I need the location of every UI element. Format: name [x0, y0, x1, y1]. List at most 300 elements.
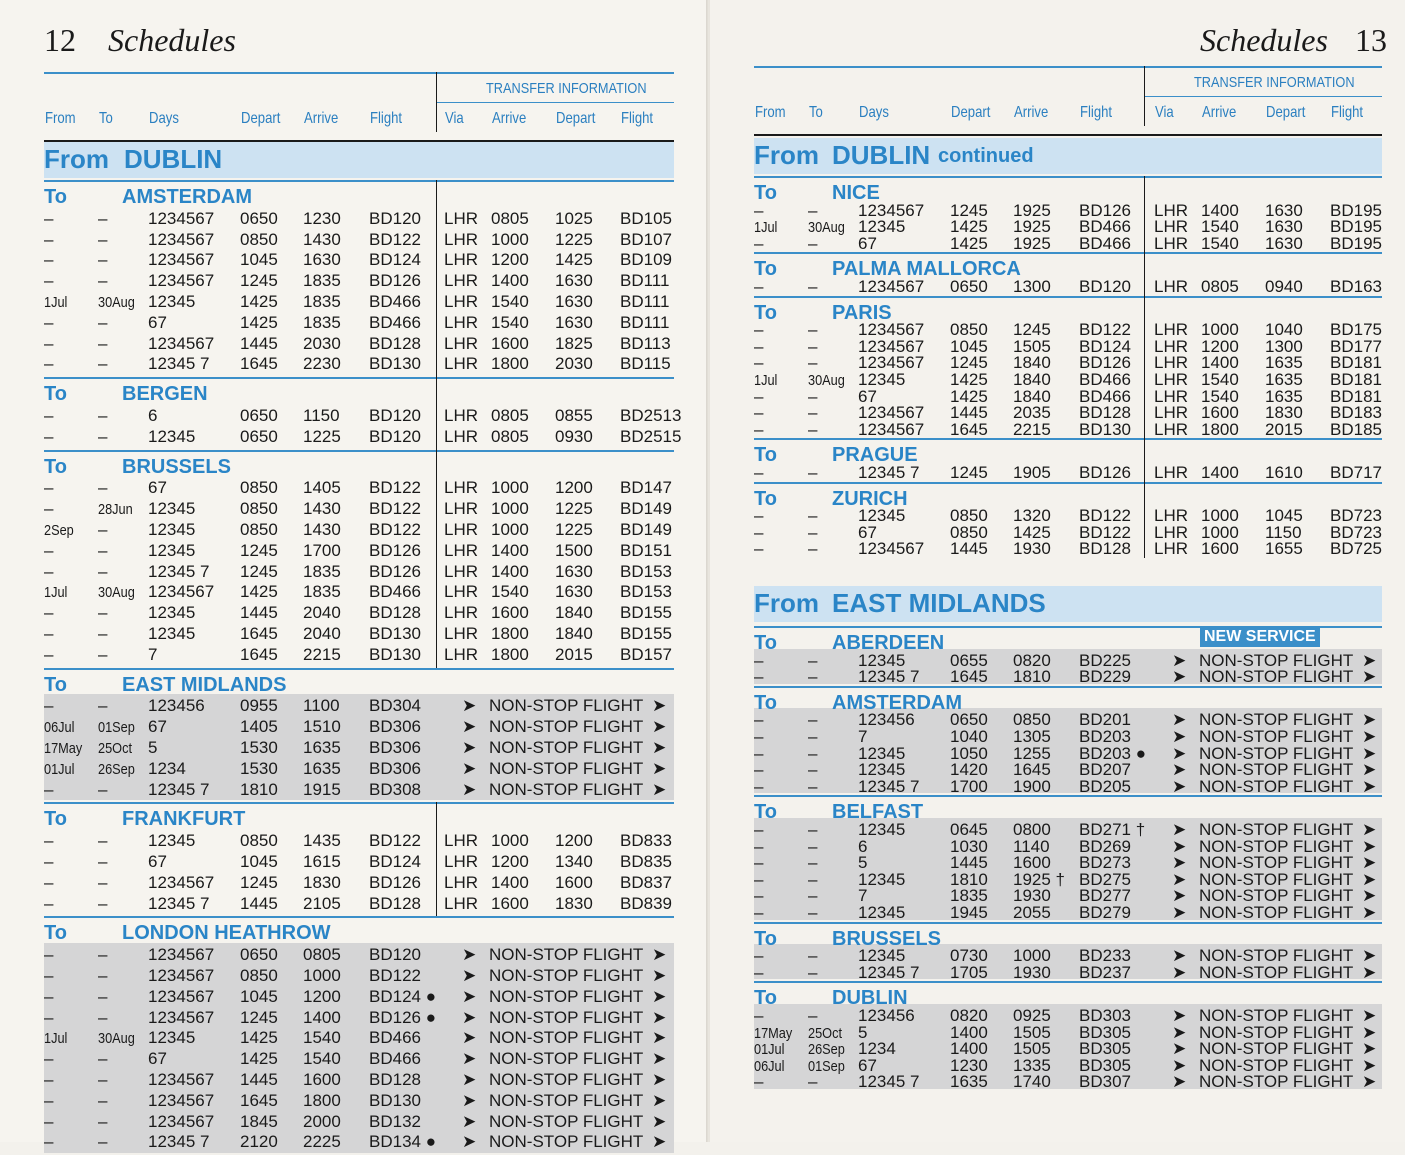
cell-3: 0645: [950, 819, 988, 839]
cell-7: NON-STOP FLIGHT: [489, 1028, 644, 1048]
cell-2: 67: [148, 717, 167, 737]
header-top-rule: [44, 72, 674, 74]
section-palma-mallorca: [754, 252, 1382, 295]
cell-2: 12345: [858, 869, 906, 889]
flight-row: [754, 387, 1382, 404]
cell-9: BD183: [1330, 403, 1382, 423]
cell-8: 1425: [555, 250, 593, 270]
cell-3: 1835: [950, 886, 988, 906]
cell-9: BD147: [620, 478, 672, 498]
flight-row: [44, 831, 674, 852]
cell-1: –: [808, 869, 818, 889]
cell-1: –: [98, 1007, 108, 1027]
cell-3: 0850: [240, 229, 278, 249]
section-aberdeen: [754, 626, 1382, 686]
cell-6: ➤: [462, 1090, 477, 1110]
cell-3: 0850: [240, 499, 278, 519]
cell-4: 1540: [303, 1028, 341, 1048]
cell-7: NON-STOP FLIGHT: [1199, 776, 1354, 796]
cell-1: –: [98, 1090, 108, 1110]
cell-5: BD120: [369, 208, 421, 228]
cell-9: BD839: [620, 893, 672, 913]
cell-9: BD111: [620, 292, 670, 311]
cell-8: 1630: [1265, 233, 1303, 253]
cell-3: 1040: [950, 726, 988, 746]
cell-7: NON-STOP FLIGHT: [489, 1049, 644, 1069]
cell-8: 1045: [1265, 506, 1303, 526]
cell-5: BD126: [1079, 462, 1131, 482]
new-service-badge: NEW SERVICE: [1200, 627, 1320, 647]
flight-row: [44, 738, 674, 759]
destination-name: AMSTERDAM: [122, 186, 252, 208]
flight-row: [44, 894, 674, 915]
page-title: Schedules: [1200, 22, 1328, 58]
cell-7: 1800: [1201, 419, 1239, 439]
cell-4: 1255: [1013, 743, 1051, 763]
cell-5: BD122: [1079, 506, 1131, 526]
cell-2: 1234567: [148, 945, 215, 965]
flight-row: [754, 820, 1382, 837]
cell-0: –: [44, 229, 54, 249]
cell-3: 1445: [950, 853, 988, 873]
cell-6: LHR: [444, 561, 479, 581]
from-city: EAST MIDLANDS: [832, 588, 1046, 618]
to-label: To: [44, 186, 67, 208]
cell-2: 12345 7: [858, 1072, 920, 1092]
cell-9: BD155: [620, 603, 672, 623]
cell-3: 0820: [950, 1005, 988, 1025]
cell-6: LHR: [444, 644, 479, 664]
cell-9: BD177: [1330, 336, 1382, 356]
cell-0: –: [44, 499, 54, 519]
cell-7: 1000: [491, 519, 529, 539]
cell-1: –: [808, 522, 818, 542]
cell-3: 1445: [950, 539, 988, 559]
cell-8: 1150: [1265, 522, 1302, 542]
destination-name: AMSTERDAM: [832, 691, 962, 714]
flight-row: [44, 1070, 674, 1091]
flight-row: [754, 837, 1382, 854]
cell-0: –: [44, 478, 54, 498]
cell-1: –: [808, 853, 818, 873]
cell-4: 1900: [1013, 776, 1051, 796]
cell-9: BD175: [1330, 320, 1382, 340]
cell-9: BD835: [620, 851, 672, 871]
cell-1: 25Oct: [98, 739, 133, 757]
cell-7: NON-STOP FLIGHT: [1199, 853, 1354, 873]
cell-8: ➤: [652, 1028, 667, 1048]
cell-6: LHR: [444, 208, 479, 228]
cell-3: 0850: [240, 478, 278, 498]
cell-6: ➤: [462, 717, 477, 737]
cell-7: NON-STOP FLIGHT: [1199, 743, 1354, 763]
cell-8: 0855: [555, 405, 593, 425]
cell-1: –: [98, 603, 108, 623]
cell-7: NON-STOP FLIGHT: [489, 1132, 644, 1152]
cell-4: 1635: [303, 737, 341, 757]
cell-9: BD833: [620, 831, 672, 851]
cell-2: 12345: [148, 1028, 196, 1048]
cell-7: 1200: [491, 851, 529, 871]
cell-8: 1300: [1265, 336, 1303, 356]
cell-1: –: [808, 650, 818, 670]
cell-7: NON-STOP FLIGHT: [489, 965, 644, 985]
cell-5: BD122: [1079, 522, 1131, 542]
cell-8: ➤: [652, 1090, 667, 1110]
cell-7: NON-STOP FLIGHT: [489, 986, 644, 1006]
cell-6: LHR: [444, 426, 479, 446]
cell-4: 1140: [1013, 836, 1050, 856]
cell-2: 67: [858, 522, 877, 542]
cell-6: ➤: [462, 1049, 477, 1069]
cell-3: 1425: [950, 217, 988, 237]
cell-8: 2030: [555, 354, 593, 374]
cell-2: 7: [858, 886, 868, 906]
cell-1: 28Jun: [98, 501, 133, 519]
cell-7: NON-STOP FLIGHT: [489, 758, 644, 778]
cell-6: ➤: [1172, 1072, 1187, 1092]
cell-8: 1630: [555, 271, 593, 291]
cell-1: 26Sep: [808, 1041, 845, 1059]
flight-row: [44, 1112, 674, 1133]
section-rule: [44, 377, 674, 379]
cell-8: ➤: [1362, 726, 1377, 746]
cell-5: BD466: [369, 1028, 421, 1048]
flight-row: [44, 354, 674, 375]
cell-1: –: [98, 540, 108, 560]
flight-row: [754, 463, 1382, 480]
page-number: 12: [44, 22, 76, 58]
cell-7: 1540: [1201, 386, 1239, 406]
cell-2: 12345: [148, 519, 196, 539]
cell-3: 0650: [950, 276, 988, 296]
cell-6: LHR: [444, 312, 479, 332]
destination-name: PALMA MALLORCA: [832, 258, 1021, 281]
flight-row: [44, 1008, 674, 1029]
cell-3: 1050: [950, 743, 988, 763]
cell-0: –: [754, 869, 764, 889]
cell-8: ➤: [652, 696, 667, 716]
cell-8: 1500: [555, 540, 593, 560]
cell-8: ➤: [652, 1007, 667, 1027]
cell-0: 1Jul: [44, 1030, 68, 1048]
cell-6: ➤: [1172, 1039, 1187, 1059]
cell-6: LHR: [444, 478, 479, 498]
cell-2: 123456: [858, 710, 915, 730]
column-header-depart: Depart: [556, 110, 596, 127]
from-city: DUBLIN: [832, 140, 931, 170]
cell-7: 1000: [1201, 522, 1239, 542]
cell-8: 1025: [555, 208, 593, 228]
cell-7: 1000: [491, 478, 529, 498]
section-rule: [754, 795, 1382, 797]
section-rule: [754, 176, 1382, 178]
cell-4: 2030: [303, 333, 341, 353]
cell-4: 2105: [303, 893, 341, 913]
cell-0: –: [44, 986, 54, 1006]
cell-4: 2040: [303, 623, 341, 643]
cell-5: BD205: [1079, 776, 1131, 796]
cell-0: –: [754, 506, 764, 526]
cell-5: BD201: [1079, 710, 1131, 730]
cell-9: BD185: [1330, 419, 1382, 439]
right-page: [710, 0, 1405, 1142]
to-label: To: [754, 444, 777, 467]
cell-5: BD269: [1079, 836, 1131, 856]
cell-6: LHR: [1154, 462, 1189, 482]
cell-7: NON-STOP FLIGHT: [1199, 726, 1354, 746]
cell-2: 1234567: [858, 320, 925, 340]
cell-0: –: [754, 403, 764, 423]
cell-1: –: [98, 696, 108, 716]
to-label: To: [44, 808, 67, 831]
destination-name: NICE: [832, 182, 880, 204]
cell-3: 1645: [950, 667, 988, 687]
flight-row: [44, 334, 674, 355]
cell-6: LHR: [444, 519, 479, 539]
cell-7: 1540: [1201, 369, 1239, 389]
cell-7: NON-STOP FLIGHT: [1199, 836, 1354, 856]
cell-9: BD155: [620, 623, 672, 643]
cell-4: 1100: [303, 696, 340, 716]
cell-3: 1645: [240, 354, 278, 374]
cell-4: 1635: [303, 758, 341, 778]
from-label: From: [44, 144, 109, 174]
cell-3: 0655: [950, 650, 988, 670]
cell-2: 12345 7: [148, 354, 210, 374]
cell-5: BD126: [369, 561, 421, 581]
cell-3: 1245: [240, 540, 278, 560]
cell-9: BD107: [620, 229, 672, 249]
cell-0: –: [44, 603, 54, 623]
cell-6: ➤: [1172, 726, 1187, 746]
cell-5: BD130: [1079, 419, 1131, 439]
cell-5: BD124: [1079, 336, 1131, 356]
cell-1: –: [808, 726, 818, 746]
cell-2: 12345: [858, 650, 906, 670]
section-rule: [754, 296, 1382, 298]
cell-5: BD307: [1079, 1072, 1131, 1092]
cell-6: ➤: [1172, 1055, 1187, 1075]
cell-3: 1045: [950, 336, 988, 356]
cell-3: 2120: [240, 1132, 278, 1152]
cell-7: NON-STOP FLIGHT: [489, 1069, 644, 1089]
cell-6: ➤: [462, 965, 477, 985]
cell-2: 5: [858, 1022, 868, 1042]
cell-7: NON-STOP FLIGHT: [1199, 869, 1354, 889]
destination-name: ABERDEEN: [832, 632, 945, 654]
cell-3: 0850: [950, 522, 988, 542]
cell-5: BD128: [369, 333, 421, 353]
cell-4: 1430: [303, 499, 341, 519]
cell-6: ➤: [462, 945, 477, 965]
cell-1: –: [98, 779, 108, 799]
section-rule: [754, 482, 1382, 484]
cell-0: 06Jul: [754, 1057, 785, 1075]
cell-6: LHR: [1154, 369, 1189, 389]
from-band-east-midlands: [754, 586, 1382, 622]
cell-3: 1245: [950, 462, 988, 482]
cell-1: –: [808, 403, 818, 423]
cell-0: –: [754, 1005, 764, 1025]
cell-1: –: [808, 200, 818, 220]
cell-1: –: [808, 886, 818, 906]
cell-5: BD120: [1079, 276, 1131, 296]
flight-row: [44, 562, 674, 583]
cell-2: 1234567: [148, 872, 215, 892]
cell-1: –: [98, 312, 108, 332]
cell-3: 1445: [240, 1069, 278, 1089]
flight-row: [754, 234, 1382, 251]
flight-row: [44, 1132, 674, 1153]
flight-row: [754, 320, 1382, 340]
cell-6: ➤: [462, 737, 477, 757]
cell-1: –: [98, 426, 108, 446]
cell-6: ➤: [1172, 776, 1187, 796]
from-band-dublin: [44, 142, 674, 178]
cell-1: –: [808, 836, 818, 856]
cell-2: 1234: [148, 758, 186, 778]
cell-5: BD305: [1079, 1022, 1131, 1042]
cell-3: 0650: [950, 710, 988, 730]
cell-0: –: [44, 1090, 54, 1110]
cell-5: BD304: [369, 696, 421, 716]
cell-0: –: [44, 623, 54, 643]
cell-1: –: [98, 1111, 108, 1131]
cell-0: –: [754, 743, 764, 763]
cell-6: ➤: [462, 779, 477, 799]
flight-row: [44, 250, 674, 271]
cell-1: –: [98, 965, 108, 985]
cell-2: 12345: [858, 743, 906, 763]
cell-0: –: [754, 946, 764, 966]
flight-row: [754, 1039, 1382, 1059]
cell-0: –: [754, 902, 764, 922]
column-header-arrive: Arrive: [1202, 104, 1237, 121]
cell-6: ➤: [1172, 946, 1187, 966]
cell-5: BD126 ●: [369, 1007, 436, 1027]
cell-9: BD181: [1330, 386, 1382, 406]
cell-0: –: [754, 962, 764, 982]
from-city: DUBLIN: [124, 144, 223, 174]
cell-3: 0850: [950, 320, 988, 340]
flight-row: [44, 945, 674, 966]
to-label: To: [754, 487, 777, 510]
flight-row: [44, 405, 682, 427]
cell-5: BD120: [369, 405, 421, 425]
cell-3: 1445: [240, 603, 278, 623]
cell-7: 0805: [491, 405, 529, 425]
cell-4: 1835: [303, 561, 341, 581]
cell-8: 1825: [555, 333, 593, 353]
flight-row: [754, 539, 1382, 559]
cell-5: BD132: [369, 1111, 421, 1131]
column-header-arrive: Arrive: [1014, 104, 1049, 121]
cell-5: BD130: [369, 623, 421, 643]
column-header-via: Via: [1155, 104, 1174, 121]
cell-6: LHR: [444, 872, 479, 892]
cell-7: 1000: [1201, 506, 1239, 526]
flight-row: [754, 886, 1382, 906]
cell-3: 1425: [950, 369, 988, 389]
cell-2: 1234567: [858, 353, 925, 373]
cell-4: 2215: [1013, 419, 1051, 439]
cell-3: 1420: [950, 760, 988, 780]
cell-5: BD277: [1079, 886, 1131, 906]
flight-row: [44, 1049, 674, 1070]
cell-0: –: [44, 540, 54, 560]
cell-2: 12345 7: [858, 776, 920, 796]
flight-row: [754, 777, 1382, 794]
destination-name: FRANKFURT: [122, 808, 246, 831]
cell-5: BD134 ●: [369, 1132, 436, 1152]
cell-2: 6: [148, 405, 158, 425]
to-label: To: [44, 383, 67, 406]
cell-2: 12345: [858, 946, 906, 966]
cell-2: 67: [858, 386, 877, 406]
cell-5: BD229: [1079, 667, 1131, 687]
cell-8: ➤: [652, 779, 667, 799]
cell-5: BD225: [1079, 650, 1131, 670]
cell-5: BD233: [1079, 946, 1131, 966]
cell-0: 1Jul: [754, 219, 778, 237]
cell-2: 12345 7: [858, 962, 920, 982]
cell-1: 30Aug: [98, 294, 135, 311]
cell-4: 0820: [1013, 650, 1051, 670]
cell-0: –: [754, 836, 764, 856]
cell-4: 1840: [1013, 369, 1051, 389]
cell-3: 1425: [240, 582, 278, 602]
section-brussels: [754, 922, 1382, 982]
cell-7: 1400: [491, 561, 529, 581]
cell-2: 1234567: [148, 229, 215, 249]
flight-row: [754, 727, 1382, 744]
cell-9: BD723: [1330, 506, 1382, 526]
cell-7: 1400: [491, 872, 529, 892]
cell-8: 1635: [1265, 369, 1303, 389]
cell-6: LHR: [1154, 233, 1189, 253]
cell-7: NON-STOP FLIGHT: [1199, 946, 1354, 966]
cell-7: 1540: [1201, 233, 1239, 253]
flight-row: [44, 645, 674, 666]
cell-2: 67: [148, 851, 167, 871]
cell-9: BD111: [620, 271, 670, 291]
flight-row: [44, 873, 674, 894]
cell-4: 1835: [303, 582, 341, 602]
cell-1: 26Sep: [98, 760, 135, 778]
cell-3: 1645: [950, 419, 988, 439]
cell-1: –: [98, 250, 108, 270]
cell-8: 1630: [555, 582, 593, 602]
cell-8: ➤: [652, 1132, 667, 1152]
flight-row: [754, 853, 1382, 873]
cell-0: 1Jul: [44, 584, 68, 602]
destination-name: ZURICH: [832, 487, 908, 510]
header-divider: [436, 72, 437, 132]
cell-3: 1245: [240, 561, 278, 581]
cell-0: 1Jul: [754, 371, 778, 389]
cell-1: –: [808, 710, 818, 730]
cell-2: 1234567: [148, 1111, 215, 1131]
cell-2: 123456: [858, 1005, 915, 1025]
cell-0: –: [44, 405, 54, 425]
cell-4: 1000: [1013, 946, 1051, 966]
cell-9: BD725: [1330, 539, 1382, 559]
cell-0: –: [754, 667, 764, 687]
cell-0: –: [754, 886, 764, 906]
cell-3: 0850: [240, 519, 278, 539]
cell-0: –: [44, 1132, 54, 1152]
